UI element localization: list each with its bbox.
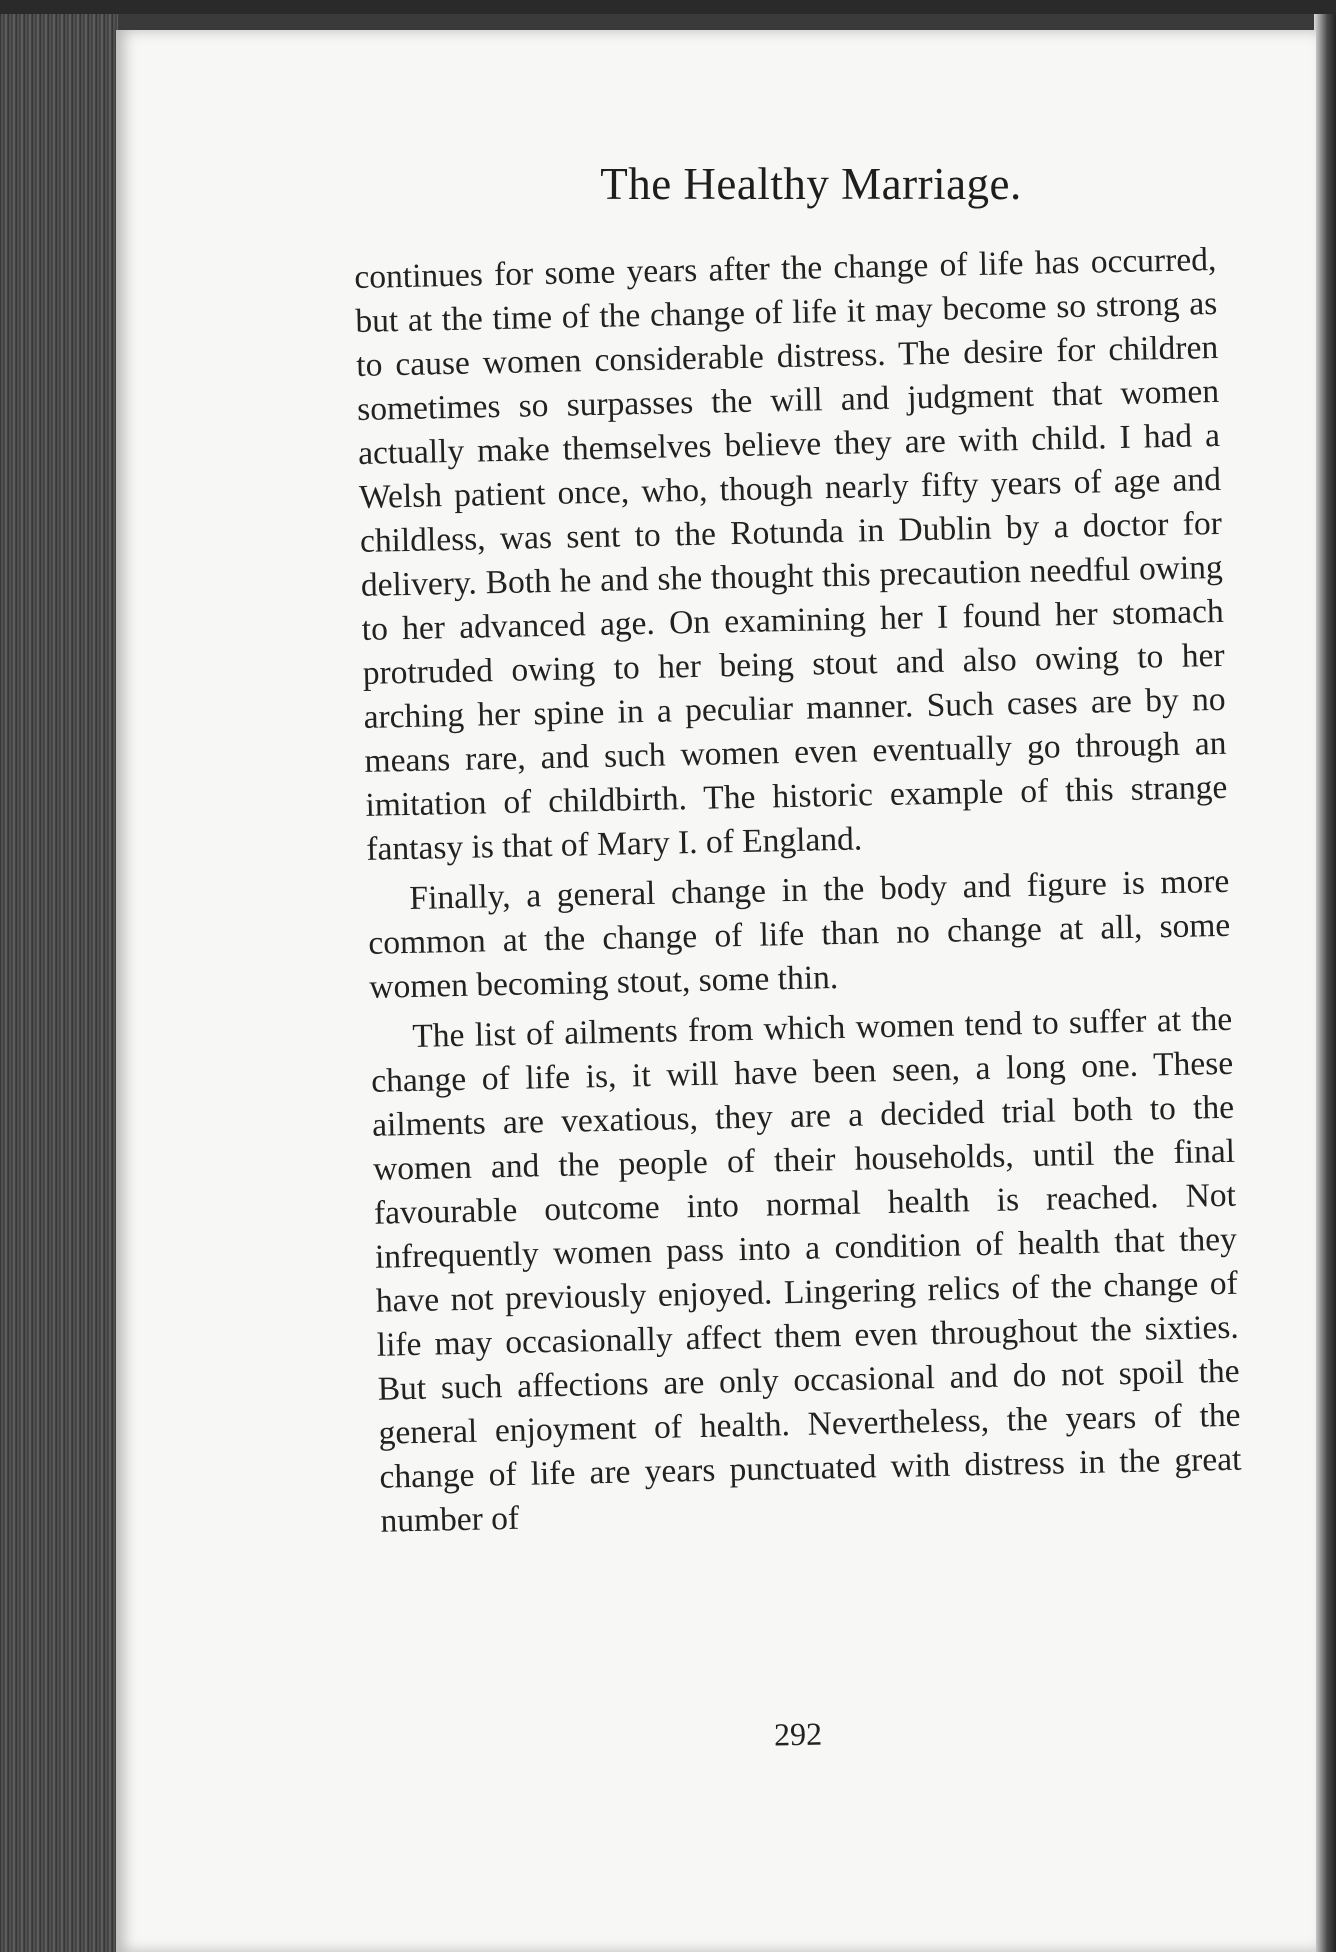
body-text <box>354 238 1243 1550</box>
paragraph-2: Finally, a general change in the body and figure is more common at the change of life than no change at all, some women becoming stout, some thin. <box>368 862 1231 1006</box>
paragraph-3: The list of ailments from which women tend to suffer at the change of life is, it will have been seen, a long one. These ailments are vexatious, they are a decided trial both to the women and the people of their households, until the final favourable outcome into normal health is reached. Not infrequently women pass into a condition of health that they have not previously enjoyed. Lingering relics of the change of life may occasionally affect them even throughout the sixties. But such affections are only occasional and do not spoil the general enjoyment of health. Nevertheless, the years of the change of life are years punctuated with distress in the great number of <box>370 1000 1242 1540</box>
paragraph-1: continues for some years after the change of life has occurred, but at the time of the change of life it may become so strong as to cause women considerable distress. The desire for children sometimes so surpasses the will and judgment that women actually make themselves believe they are with child. I had a Welsh patient once, who, though nearly fifty years of age and childless, was sent to the Rotunda in Dublin by a doctor for delivery. Both he and she thought this precaution needful owing to her advanced age. On examining her I found her stomach protruded owing to her being stout and also owing to her arching her spine in a peculiar manner. Such cases are by no means rare, and such women even eventually go through an imitation of childbirth. The historic example of this strange fantasy is that of Mary I. of England. <box>354 240 1228 868</box>
scan-right-edge <box>1314 14 1336 1952</box>
book-page-edges <box>0 14 118 1952</box>
page-number: 292 <box>773 1715 823 1753</box>
book-page <box>116 30 1316 1952</box>
scan-top-edge <box>0 0 1336 14</box>
running-head: The Healthy Marriage. <box>600 159 1022 209</box>
